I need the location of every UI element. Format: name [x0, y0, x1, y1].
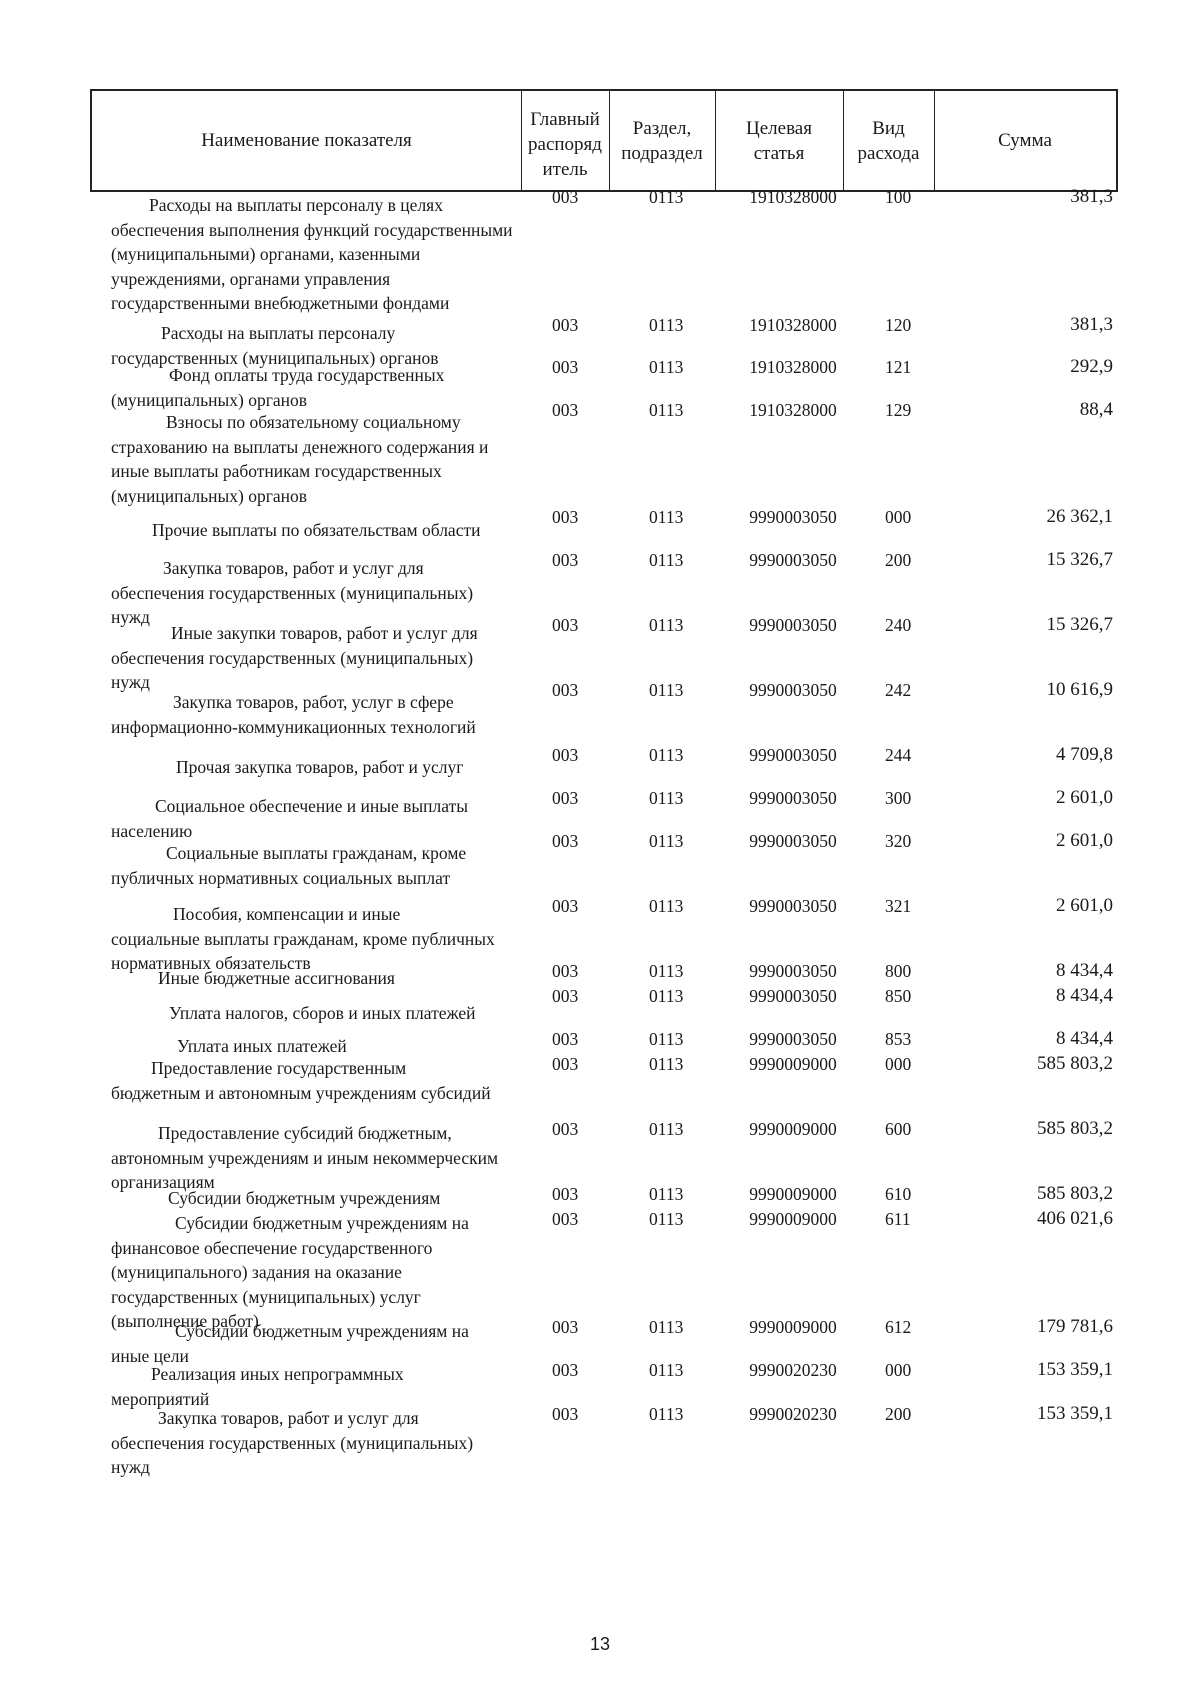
row-section: 0113: [649, 1054, 684, 1074]
row-name-continuation: бюджетным и автономным учреждениям субсидий: [111, 1082, 491, 1103]
row-section: 0113: [649, 986, 684, 1006]
row-main-manager: 003: [552, 1360, 579, 1380]
row-name: [111, 841, 516, 890]
row-sum: 2 601,0: [1056, 830, 1113, 851]
row-name: [111, 1186, 516, 1211]
row-expense-type: 800: [885, 961, 912, 981]
row-name: [111, 193, 516, 316]
row-target-item: 9990009000: [749, 1184, 837, 1204]
row-name-continuation: обеспечения государственных (муниципальных) нужд: [111, 647, 474, 692]
row-expense-type: 300: [885, 788, 912, 808]
row-name-first-line: Социальное обеспечение и иные выплаты: [155, 796, 469, 816]
row-sum: 4 709,8: [1056, 744, 1113, 765]
row-name-first-line: Фонд оплаты труда государственных: [169, 365, 445, 385]
row-sum: 8 434,4: [1056, 985, 1113, 1006]
row-sum: 585 803,2: [1037, 1053, 1113, 1074]
row-main-manager: 003: [552, 961, 579, 981]
row-main-manager: 003: [552, 1054, 579, 1074]
row-name-continuation: населению: [111, 820, 193, 841]
row-name: [111, 690, 516, 739]
row-main-manager: 003: [552, 315, 579, 335]
row-name: [111, 902, 516, 976]
row-name-first-line: Расходы на выплаты персоналу: [161, 323, 396, 343]
row-main-manager: 003: [552, 507, 579, 527]
row-name-continuation: обеспечения государственных (муниципальных) нужд: [111, 582, 474, 627]
row-target-item: 1910328000: [749, 187, 837, 207]
row-name-first-line: Закупка товаров, работ и услуг для: [158, 1408, 419, 1428]
row-name-continuation: государственных (муниципальных) органов: [111, 347, 439, 368]
row-name-continuation: автономным учреждениям и иным некоммерческим организациям: [111, 1147, 499, 1192]
row-name: [111, 966, 516, 991]
row-main-manager: 003: [552, 1317, 579, 1337]
row-name-first-line: Иные бюджетные ассигнования: [158, 968, 395, 988]
row-main-manager: 003: [552, 187, 579, 207]
row-sum: 585 803,2: [1037, 1183, 1113, 1204]
row-sum: 153 359,1: [1037, 1359, 1113, 1380]
row-name: [111, 755, 516, 780]
row-target-item: 9990003050: [749, 831, 837, 851]
row-name-first-line: Иные закупки товаров, работ и услуг для: [171, 623, 478, 643]
row-main-manager: 003: [552, 1184, 579, 1204]
row-target-item: 9990003050: [749, 745, 837, 765]
row-section: 0113: [649, 896, 684, 916]
row-expense-type: 320: [885, 831, 912, 851]
row-sum: 10 616,9: [1046, 679, 1113, 700]
row-target-item: 9990009000: [749, 1054, 837, 1074]
row-expense-type: 612: [885, 1317, 912, 1337]
row-name: [111, 1034, 516, 1059]
row-sum: 8 434,4: [1056, 960, 1113, 981]
row-section: 0113: [649, 1029, 684, 1049]
row-name: [111, 1406, 516, 1480]
row-main-manager: 003: [552, 357, 579, 377]
row-main-manager: 003: [552, 986, 579, 1006]
row-name-first-line: Субсидии бюджетным учреждениям на: [175, 1213, 469, 1233]
row-expense-type: 850: [885, 986, 912, 1006]
row-main-manager: 003: [552, 831, 579, 851]
row-name: [111, 1362, 516, 1411]
row-name-first-line: Предоставление субсидий бюджетным,: [158, 1123, 452, 1143]
row-section: 0113: [649, 1184, 684, 1204]
row-name: [111, 1319, 516, 1368]
row-expense-type: 200: [885, 1404, 912, 1424]
row-name-continuation: обеспечения выполнения функций государственными (муниципальными) органами, казенными учреждениями, органами управления государственными внебюджетными фондами: [111, 219, 513, 313]
row-section: 0113: [649, 1119, 684, 1139]
row-name: [111, 621, 516, 695]
row-main-manager: 003: [552, 1404, 579, 1424]
row-name: [111, 1056, 516, 1105]
row-sum: 26 362,1: [1046, 506, 1113, 527]
row-sum: 406 021,6: [1037, 1208, 1113, 1229]
row-main-manager: 003: [552, 745, 579, 765]
row-target-item: 9990003050: [749, 1029, 837, 1049]
row-expense-type: 000: [885, 507, 912, 527]
row-name: [111, 1121, 516, 1195]
row-target-item: 9990003050: [749, 550, 837, 570]
row-name-first-line: Субсидии бюджетным учреждениям: [168, 1188, 441, 1208]
row-sum: 88,4: [1079, 399, 1113, 420]
row-expense-type: 000: [885, 1360, 912, 1380]
row-expense-type: 244: [885, 745, 912, 765]
row-section: 0113: [649, 745, 684, 765]
row-section: 0113: [649, 315, 684, 335]
row-main-manager: 003: [552, 1119, 579, 1139]
row-expense-type: 610: [885, 1184, 912, 1204]
row-expense-type: 200: [885, 550, 912, 570]
row-target-item: 9990009000: [749, 1119, 837, 1139]
row-target-item: 9990003050: [749, 986, 837, 1006]
row-main-manager: 003: [552, 788, 579, 808]
row-expense-type: 600: [885, 1119, 912, 1139]
row-target-item: 9990003050: [749, 961, 837, 981]
row-section: 0113: [649, 550, 684, 570]
row-sum: 2 601,0: [1056, 787, 1113, 808]
row-name-continuation: страхованию на выплаты денежного содержания и иные выплаты работникам государственных (муниципальных) органов: [111, 436, 489, 506]
row-section: 0113: [649, 400, 684, 420]
row-target-item: 9990009000: [749, 1317, 837, 1337]
row-target-item: 1910328000: [749, 357, 837, 377]
row-name-continuation: мероприятий: [111, 1388, 210, 1409]
row-main-manager: 003: [552, 615, 579, 635]
row-sum: 15 326,7: [1046, 614, 1113, 635]
row-name-continuation: социальные выплаты гражданам, кроме публичных нормативных обязательств: [111, 928, 495, 973]
row-target-item: 9990003050: [749, 680, 837, 700]
row-section: 0113: [649, 788, 684, 808]
row-name-first-line: Уплата налогов, сборов и иных платежей: [169, 1003, 476, 1023]
row-name-continuation: информационно-коммуникационных технологий: [111, 716, 476, 737]
row-main-manager: 003: [552, 550, 579, 570]
row-name-first-line: Прочая закупка товаров, работ и услуг: [176, 757, 464, 777]
row-target-item: 1910328000: [749, 315, 837, 335]
row-target-item: 9990009000: [749, 1209, 837, 1229]
row-expense-type: 120: [885, 315, 912, 335]
row-expense-type: 100: [885, 187, 912, 207]
row-name: [111, 794, 516, 843]
row-name-first-line: Социальные выплаты гражданам, кроме: [166, 843, 467, 863]
row-name-first-line: Пособия, компенсации и иные: [173, 904, 401, 924]
row-main-manager: 003: [552, 896, 579, 916]
header-section: Раздел, подраздел: [621, 117, 703, 164]
row-main-manager: 003: [552, 680, 579, 700]
row-expense-type: 321: [885, 896, 912, 916]
row-target-item: 9990020230: [749, 1360, 837, 1380]
page-number: 13: [589, 1634, 611, 1654]
row-section: 0113: [649, 615, 684, 635]
row-name-first-line: Прочие выплаты по обязательствам области: [152, 520, 481, 540]
row-name-first-line: Закупка товаров, работ, услуг в сфере: [173, 692, 454, 712]
row-section: 0113: [649, 1360, 684, 1380]
row-section: 0113: [649, 1209, 684, 1229]
row-expense-type: 000: [885, 1054, 912, 1074]
row-section: 0113: [649, 187, 684, 207]
row-expense-type: 242: [885, 680, 912, 700]
header-target-item: Целевая статья: [746, 117, 812, 164]
row-sum: 2 601,0: [1056, 895, 1113, 916]
row-name: [111, 518, 516, 543]
row-main-manager: 003: [552, 400, 579, 420]
row-name-continuation: финансовое обеспечение государственного (муниципального) задания на оказание государственных (муниципальных) услуг (выполнение работ): [111, 1237, 433, 1331]
row-name: [111, 1211, 516, 1334]
row-name: [111, 556, 516, 630]
row-sum: 585 803,2: [1037, 1118, 1113, 1139]
row-name: [111, 1001, 516, 1026]
row-name-first-line: Закупка товаров, работ и услуг для: [163, 558, 424, 578]
table-header: [90, 89, 1118, 192]
row-target-item: 1910328000: [749, 400, 837, 420]
row-sum: 292,9: [1070, 356, 1113, 377]
row-target-item: 9990003050: [749, 896, 837, 916]
row-name-first-line: Реализация иных непрограммных: [151, 1364, 404, 1384]
row-target-item: 9990003050: [749, 507, 837, 527]
row-section: 0113: [649, 357, 684, 377]
row-sum: 179 781,6: [1037, 1316, 1113, 1337]
row-target-item: 9990003050: [749, 615, 837, 635]
row-sum: 15 326,7: [1046, 549, 1113, 570]
row-sum: 153 359,1: [1037, 1403, 1113, 1424]
row-expense-type: 121: [885, 357, 912, 377]
row-section: 0113: [649, 680, 684, 700]
header-name: Наименование показателя: [201, 130, 412, 151]
header-sum: Сумма: [998, 130, 1052, 151]
row-main-manager: 003: [552, 1209, 579, 1229]
row-section: 0113: [649, 831, 684, 851]
row-expense-type: 129: [885, 400, 912, 420]
row-sum: 381,3: [1070, 314, 1113, 335]
row-name-continuation: иные цели: [111, 1345, 189, 1366]
row-expense-type: 853: [885, 1029, 912, 1049]
row-target-item: 9990003050: [749, 788, 837, 808]
row-name: [111, 363, 516, 412]
row-name-first-line: Взносы по обязательному социальному: [166, 412, 461, 432]
row-section: 0113: [649, 507, 684, 527]
row-section: 0113: [649, 1317, 684, 1337]
row-expense-type: 611: [885, 1209, 911, 1229]
row-expense-type: 240: [885, 615, 912, 635]
row-main-manager: 003: [552, 1029, 579, 1049]
row-name-continuation: публичных нормативных социальных выплат: [111, 867, 451, 888]
row-name-continuation: (муниципальных) органов: [111, 389, 308, 410]
row-name-first-line: Расходы на выплаты персоналу в целях: [149, 195, 443, 215]
row-name: [111, 410, 516, 508]
header-main-manager: Главный распорядитель: [528, 109, 602, 180]
row-name-continuation: обеспечения государственных (муниципальных) нужд: [111, 1432, 474, 1477]
header-expense-type: Вид расхода: [857, 117, 920, 164]
row-name-first-line: Уплата иных платежей: [177, 1036, 347, 1056]
row-sum: 381,3: [1070, 186, 1113, 207]
row-sum: 8 434,4: [1056, 1028, 1113, 1049]
row-section: 0113: [649, 961, 684, 981]
row-name-first-line: Предоставление государственным: [151, 1058, 407, 1078]
row-name-first-line: Субсидии бюджетным учреждениям на: [175, 1321, 469, 1341]
row-target-item: 9990020230: [749, 1404, 837, 1424]
row-section: 0113: [649, 1404, 684, 1424]
